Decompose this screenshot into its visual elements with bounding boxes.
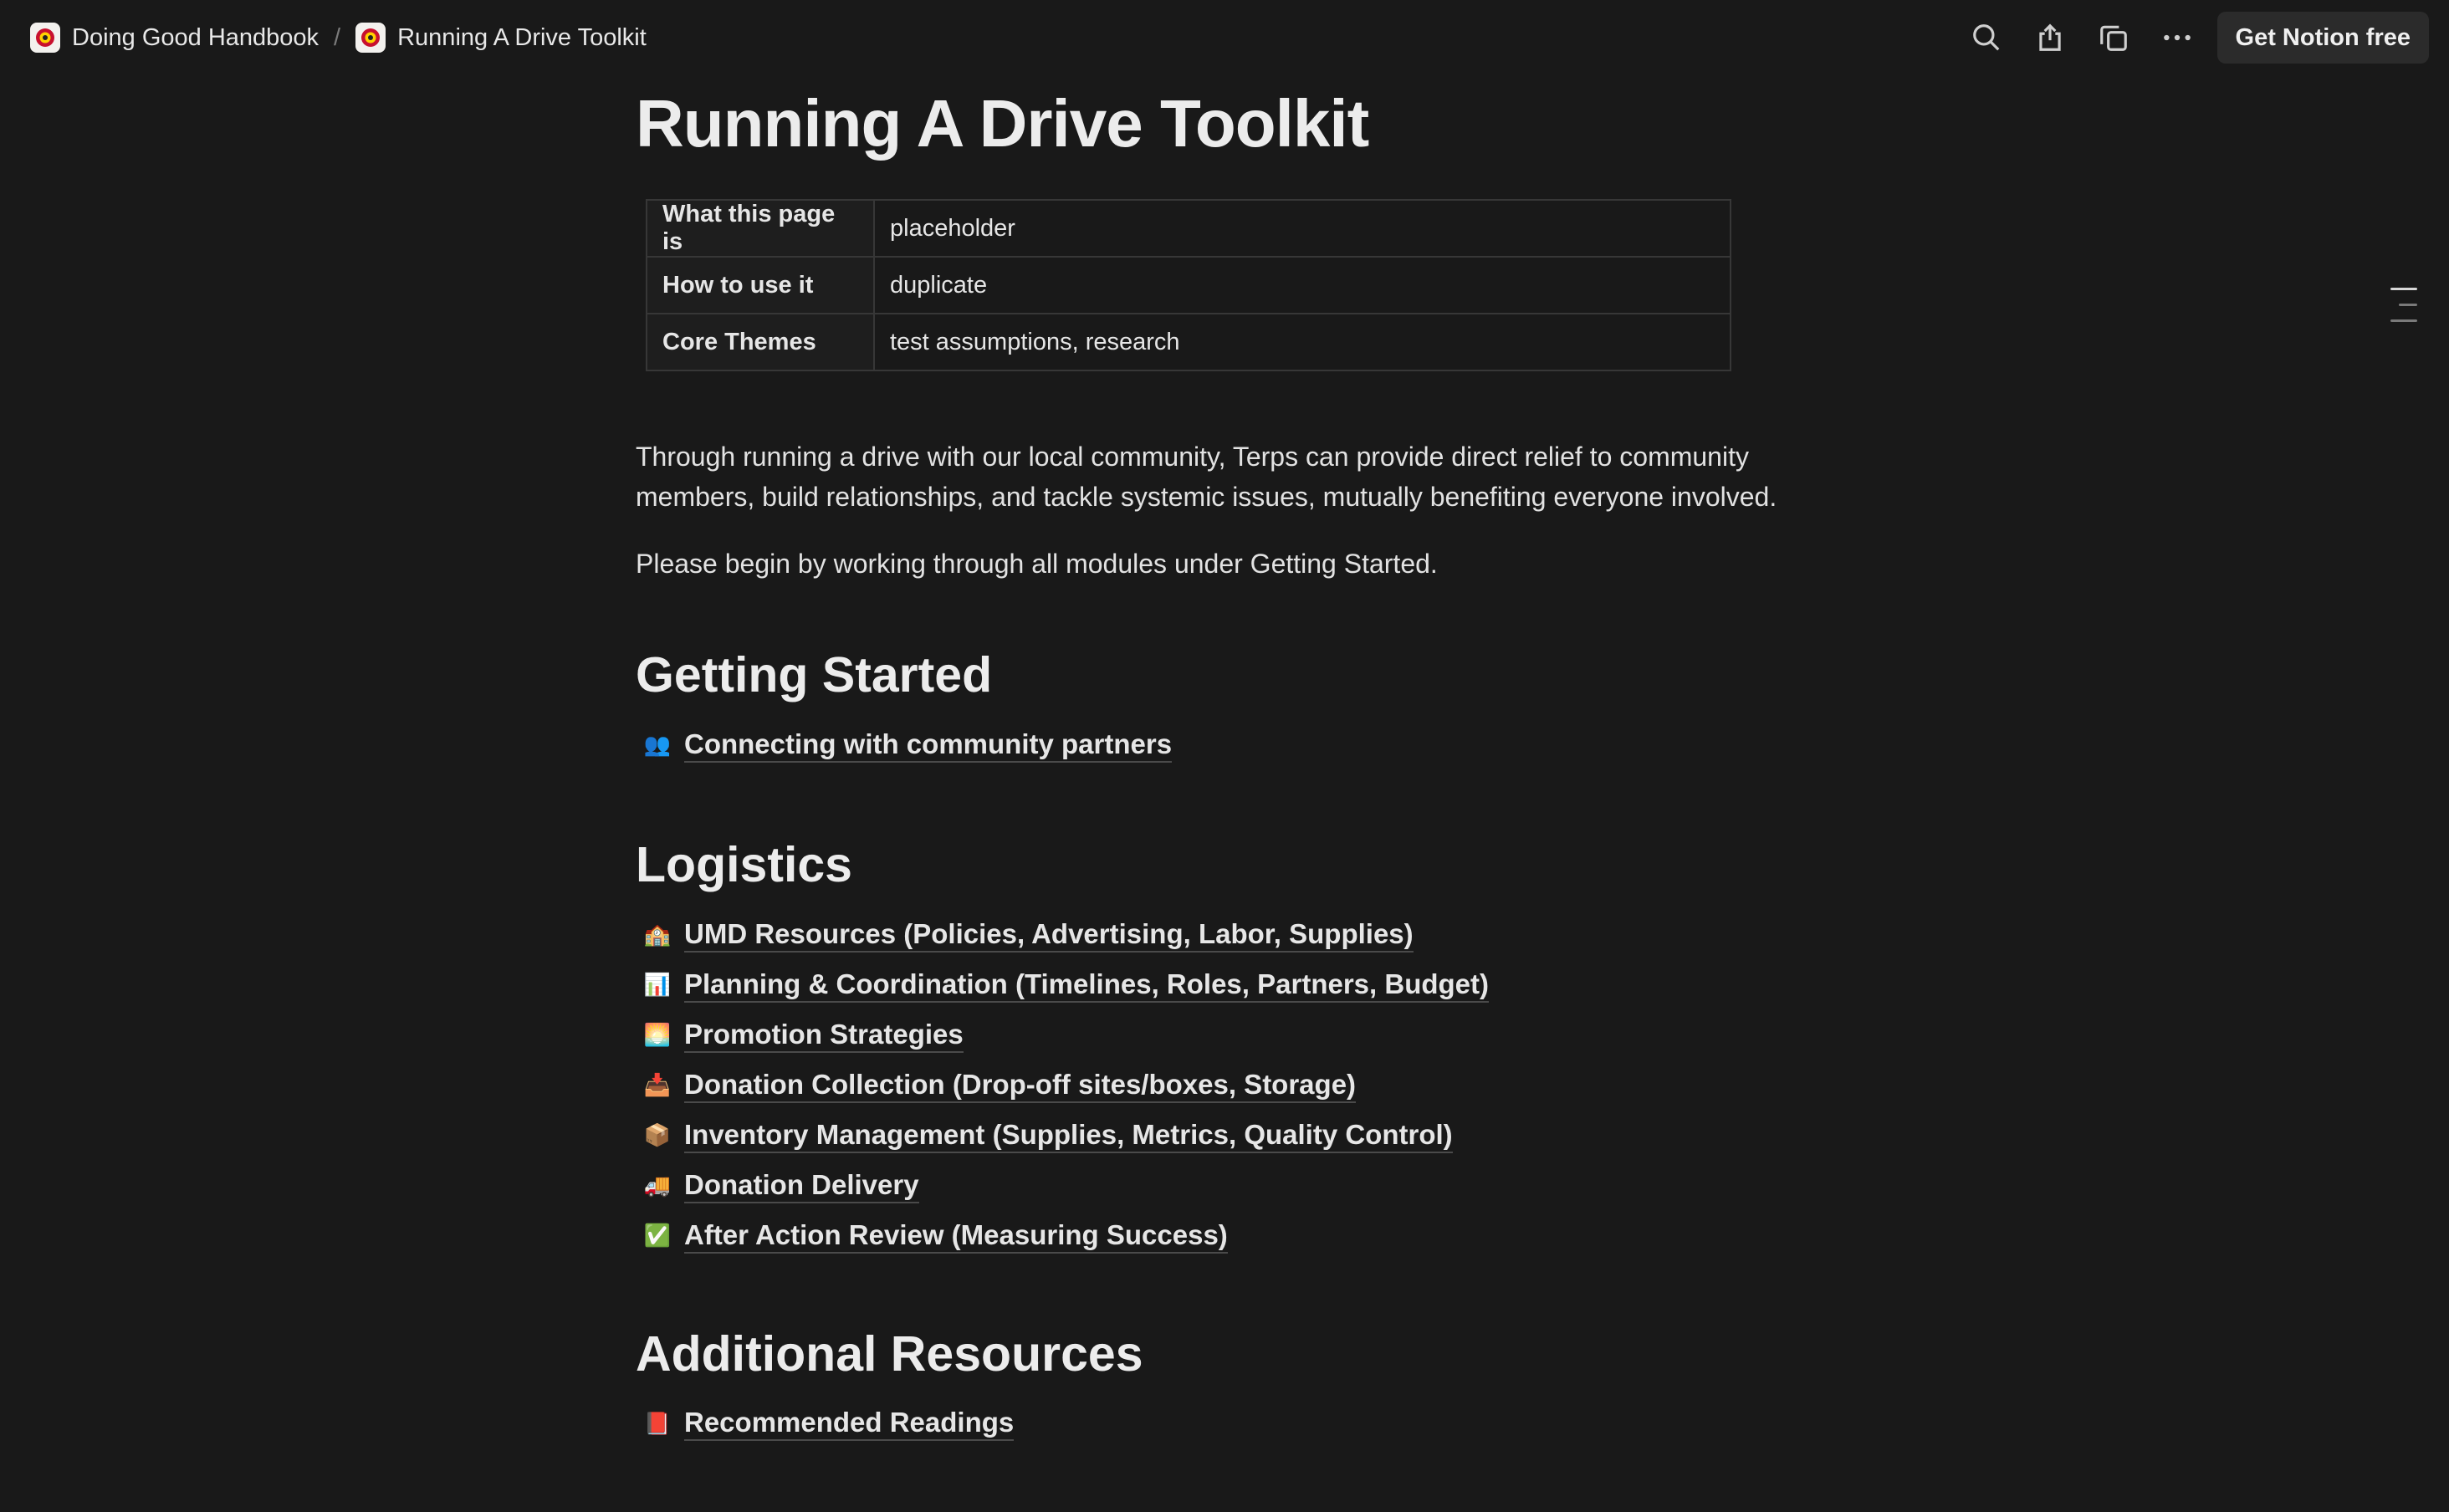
table-of-contents-outline[interactable] bbox=[2390, 288, 2417, 335]
page-link-label: Donation Delivery bbox=[684, 1168, 919, 1203]
page-link-inventory-management[interactable] bbox=[636, 1111, 1840, 1161]
page-link-after-action-review[interactable] bbox=[636, 1211, 1840, 1261]
page-content bbox=[636, 84, 1840, 1448]
package-icon: 📦 bbox=[643, 1122, 672, 1148]
page-link-label: Connecting with community partners bbox=[684, 728, 1172, 763]
page-title: Running A Drive Toolkit bbox=[636, 86, 1369, 161]
breadcrumb bbox=[30, 18, 647, 57]
page-logo-icon bbox=[355, 23, 386, 53]
table-cell-key[interactable]: How to use it bbox=[647, 257, 874, 314]
page-link-promotion-strategies[interactable] bbox=[636, 1010, 1840, 1060]
school-icon: 🏫 bbox=[643, 922, 672, 948]
table-cell-key[interactable]: Core Themes bbox=[647, 314, 874, 370]
page-link-label: UMD Resources (Policies, Advertising, Labor, Supplies) bbox=[684, 917, 1414, 953]
page-link-label: Promotion Strategies bbox=[684, 1018, 964, 1053]
breadcrumb-label: Running A Drive Toolkit bbox=[397, 23, 647, 51]
page-link-label: After Action Review (Measuring Success) bbox=[684, 1218, 1228, 1254]
table-row bbox=[647, 314, 1731, 370]
table-row bbox=[647, 200, 1731, 257]
table-cell-key[interactable]: What this page is bbox=[647, 200, 874, 257]
page-link-label: Inventory Management (Supplies, Metrics, Quality Control) bbox=[684, 1118, 1453, 1153]
page-link-connecting-partners[interactable] bbox=[636, 720, 1840, 770]
page-link-donation-collection[interactable] bbox=[636, 1060, 1840, 1111]
get-notion-free-button[interactable]: Get Notion free bbox=[2217, 12, 2429, 64]
breadcrumb-item-doing-good-handbook[interactable] bbox=[30, 23, 319, 53]
more-icon[interactable] bbox=[2154, 14, 2201, 61]
section-heading-logistics: Logistics bbox=[636, 836, 852, 892]
outline-marker bbox=[2390, 288, 2417, 290]
top-actions bbox=[1963, 13, 2429, 62]
breadcrumb-label: Doing Good Handbook bbox=[72, 23, 320, 51]
table-cell-value[interactable]: placeholder bbox=[874, 200, 1731, 257]
inbox-icon: 📥 bbox=[643, 1072, 672, 1098]
top-bar bbox=[0, 0, 2449, 75]
breadcrumb-separator: / bbox=[334, 23, 341, 51]
people-icon: 👥 bbox=[643, 732, 672, 758]
table-cell-value[interactable]: test assumptions, research bbox=[874, 314, 1731, 370]
checkbox-icon: ✅ bbox=[643, 1223, 672, 1249]
share-icon[interactable] bbox=[2027, 14, 2073, 61]
search-icon[interactable] bbox=[1963, 14, 2010, 61]
truck-icon: 🚚 bbox=[643, 1172, 672, 1198]
duplicate-icon[interactable] bbox=[2090, 14, 2137, 61]
table-row bbox=[647, 257, 1731, 314]
page-link-umd-resources[interactable] bbox=[636, 910, 1840, 960]
page-link-label: Planning & Coordination (Timelines, Roles, Partners, Budget) bbox=[684, 968, 1489, 1003]
page-link-label: Recommended Readings bbox=[684, 1406, 1014, 1441]
link-list bbox=[636, 720, 1840, 770]
link-list bbox=[636, 910, 1840, 1261]
page-link-recommended-readings[interactable] bbox=[636, 1398, 1840, 1448]
page-logo-icon bbox=[30, 23, 60, 53]
link-list bbox=[636, 1398, 1840, 1448]
breadcrumb-item-running-a-drive-toolkit[interactable] bbox=[355, 23, 647, 53]
picture-icon: 🌅 bbox=[643, 1022, 672, 1048]
section-heading-getting-started: Getting Started bbox=[636, 647, 993, 702]
book-icon: 📕 bbox=[643, 1410, 672, 1436]
table-cell-value[interactable]: duplicate bbox=[874, 257, 1731, 314]
intro-paragraph: Through running a drive with our local community, Terps can provide direct relief to community members, build relationships, and tackle systemic issues, mutually benefiting everyone involved. bbox=[636, 442, 1777, 512]
properties-table bbox=[646, 199, 1731, 371]
outline-marker bbox=[2390, 319, 2417, 322]
page-link-label: Donation Collection (Drop-off sites/boxes, Storage) bbox=[684, 1068, 1356, 1103]
page-link-planning-coordination[interactable] bbox=[636, 960, 1840, 1010]
outline-marker bbox=[2399, 304, 2417, 306]
bar-chart-icon: 📊 bbox=[643, 972, 672, 998]
instruction-paragraph: Please begin by working through all modules under Getting Started. bbox=[636, 549, 1438, 579]
page-link-donation-delivery[interactable] bbox=[636, 1161, 1840, 1211]
section-heading-additional-resources: Additional Resources bbox=[636, 1326, 1143, 1382]
